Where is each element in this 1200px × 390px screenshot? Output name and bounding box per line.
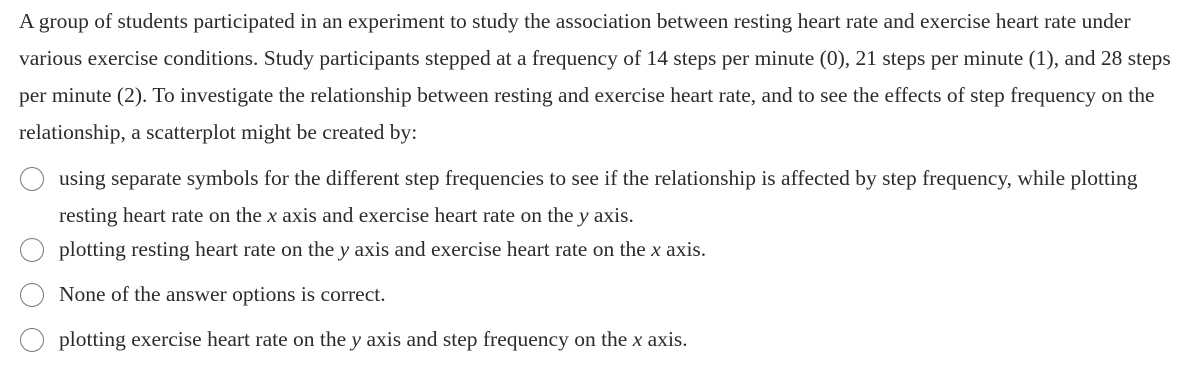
answer-option-2-label: plotting resting heart rate on the y axis and exercise heart rate on the x axis. bbox=[59, 237, 707, 261]
answer-option-2[interactable] bbox=[20, 235, 1180, 268]
radio-button-4[interactable] bbox=[20, 328, 44, 352]
answer-option-1[interactable] bbox=[20, 164, 1180, 234]
answer-option-4-label: plotting exercise heart rate on the y axis and step frequency on the x axis. bbox=[59, 327, 688, 351]
radio-button-3[interactable] bbox=[20, 283, 44, 307]
radio-button-2[interactable] bbox=[20, 238, 44, 262]
answer-option-3[interactable] bbox=[20, 280, 1180, 313]
answer-option-4[interactable] bbox=[20, 325, 1180, 358]
answer-option-1-label: using separate symbols for the different step frequencies to see if the relationship is affected by step frequency, while plotting resting heart rate on the x axis and exercise heart rate on the y axis. bbox=[59, 166, 1138, 227]
answer-option-3-label: None of the answer options is correct. bbox=[59, 282, 386, 306]
radio-button-1[interactable] bbox=[20, 167, 44, 191]
question-stem: A group of students participated in an experiment to study the association between resting heart rate and exercise heart rate under various exercise conditions. Study participants stepped at a frequency of 14 steps per minute (0), 21 steps per minute (1), and 28 steps per minute (2). To investigate the relationship between resting and exercise heart rate, and to see the effects of step frequency on the relationship, a scatterplot might be created by: bbox=[19, 9, 1171, 144]
